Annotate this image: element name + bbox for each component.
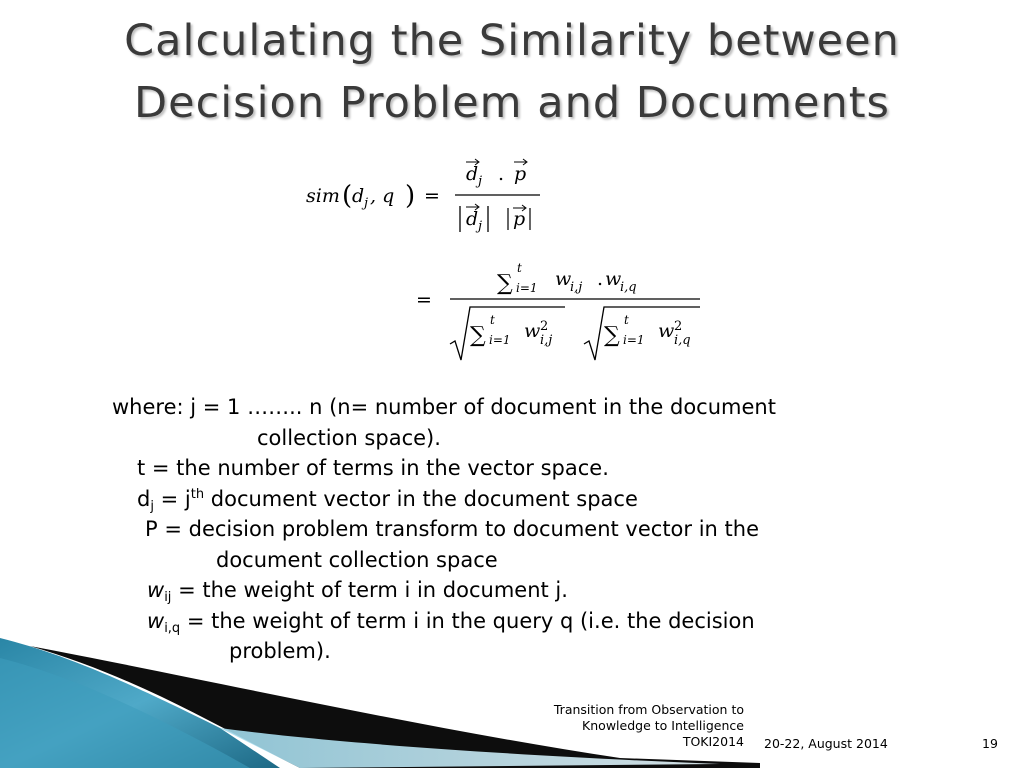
dj-symbol: d: [137, 486, 151, 511]
den-d-sub: j: [478, 219, 483, 234]
weighted-similarity-formula: [0, 252, 1024, 367]
num-d: d: [466, 163, 479, 185]
w-iq-den-sub: i,q: [674, 333, 691, 348]
t-definition: t = the number of terms in the vector space.: [137, 456, 609, 480]
lhs-q: , q: [370, 185, 395, 207]
wij-symbol: w: [147, 578, 165, 602]
footer-conference: [484, 702, 744, 750]
den-p: p: [513, 208, 526, 230]
sim-label: sim: [306, 185, 340, 207]
equals-1: =: [424, 185, 440, 207]
paren-close: ): [405, 181, 416, 211]
slide-title: [0, 10, 1024, 134]
conference-line-2: Knowledge to Intelligence: [582, 718, 744, 733]
wiq-sub: i,q: [164, 620, 181, 636]
wij-sub: ij: [164, 590, 172, 605]
wiq-text: = the weight of term i in the query q (i.e. the decision: [180, 608, 755, 633]
sum-lower: i=1: [489, 333, 511, 347]
dj-definition: [137, 484, 638, 515]
w-ij: w: [555, 268, 572, 290]
num-p: p: [514, 163, 527, 185]
conference-line-3: TOKI2014: [682, 734, 744, 749]
w-ij-den: w: [524, 320, 541, 342]
footer-date: 20-22, August 2014: [764, 736, 888, 751]
dj-equals: = j: [153, 486, 191, 511]
dj-sub: j: [150, 498, 154, 514]
num-dot: .: [498, 163, 505, 185]
sum-lower: i=1: [623, 333, 645, 347]
wij-text: = the weight of term i in document j.: [171, 578, 568, 602]
p-definition-1: P = decision problem transform to document vector in the: [145, 517, 759, 541]
dj-text: document vector in the document space: [204, 486, 638, 511]
equals-2: =: [416, 289, 432, 311]
w-iq-square: 2: [674, 319, 683, 334]
where-line-2: collection space).: [257, 425, 441, 450]
wij-definition: [147, 575, 568, 606]
w-ij-sub: i,j: [570, 280, 583, 295]
sum-lower: i=1: [516, 281, 538, 295]
w-iq-den: w: [658, 320, 675, 342]
sum-symbol: ∑: [497, 271, 513, 296]
title-line-2: Decision Problem and Documents: [134, 78, 890, 128]
wiq-definition: [147, 606, 755, 637]
p-definition-2: document collection space: [216, 547, 498, 572]
similarity-formula: [0, 150, 1024, 250]
dj-sup: th: [190, 486, 205, 502]
w-ij-den-sub: i,j: [540, 333, 553, 348]
sum-upper: t: [490, 313, 495, 327]
title-line-1: Calculating the Similarity between: [124, 16, 900, 66]
num-d-sub: j: [478, 174, 483, 189]
sum-upper: t: [517, 261, 522, 275]
conference-line-1: Transition from Observation to: [553, 702, 744, 717]
page-number: 19: [982, 736, 998, 751]
paren-open: (: [342, 181, 353, 211]
sum-upper: t: [624, 313, 629, 327]
w-ij-square: 2: [540, 319, 549, 334]
w-iq: w: [605, 268, 622, 290]
lhs-d: d: [352, 185, 365, 207]
num-dot: .: [597, 268, 604, 290]
sum-symbol: ∑: [470, 323, 486, 348]
sum-symbol: ∑: [604, 323, 620, 348]
wiq-definition-2: problem).: [229, 639, 331, 663]
lhs-d-sub: j: [364, 196, 369, 211]
den-d: d: [466, 208, 479, 230]
w-iq-sub: i,q: [620, 280, 637, 295]
where-line-1: where: j = 1 …….. n (n= number of document in the document: [112, 395, 776, 419]
wiq-symbol: w: [147, 608, 165, 633]
